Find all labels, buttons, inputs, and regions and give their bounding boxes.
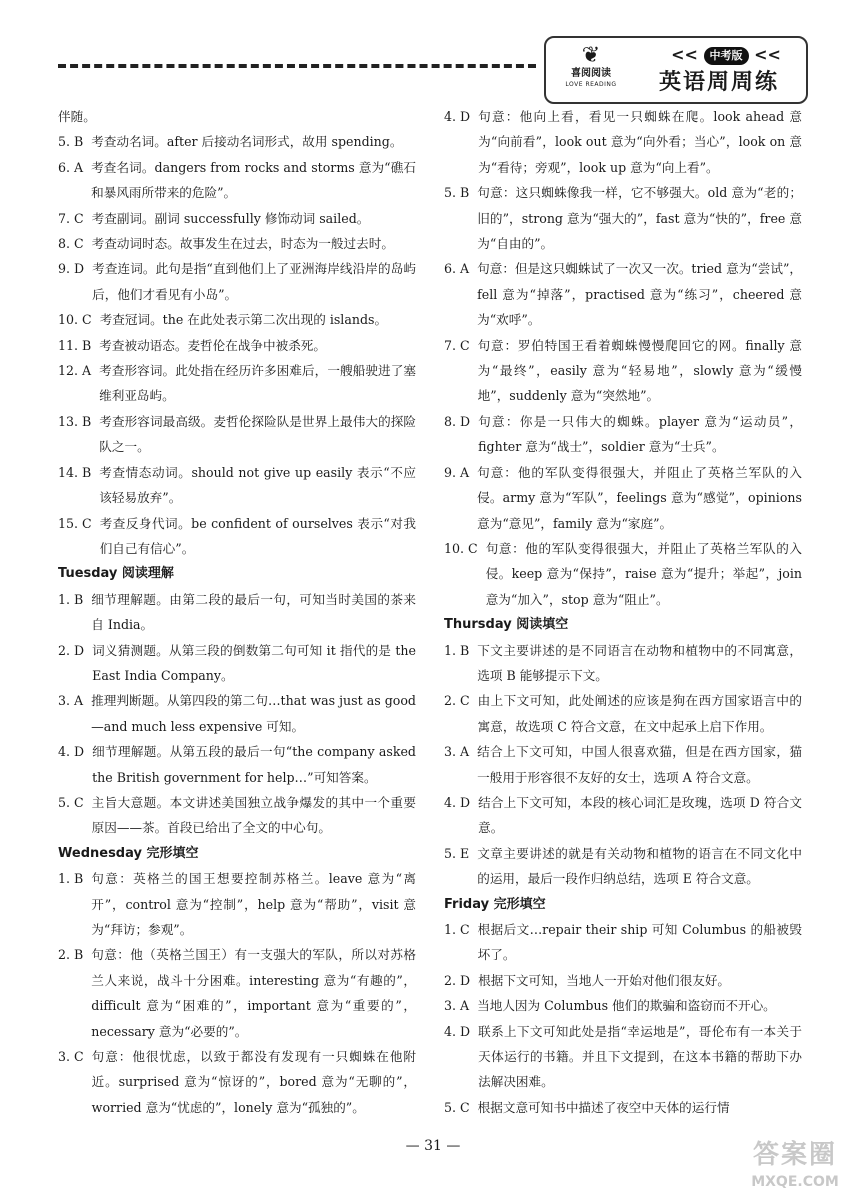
answer-explanation: 句意：他的军队变得很强大，并阻止了英格兰军队的入侵。keep 意为“保持”，raise 意为“提升；举起”，join 意为“加入”，stop 意为“阻止”。 (485, 540, 802, 607)
answer-item (58, 358, 416, 409)
continuation-text: 伴随。 (58, 109, 96, 124)
answer-item (58, 638, 416, 689)
answer-number: 3. C (58, 1049, 92, 1065)
answer-item (444, 409, 802, 460)
answer-number: 7. C (444, 337, 478, 353)
answer-explanation: 句意：英格兰的国王想要控制苏格兰。leave 意为“离开”，control 意为“控制”，help 意为“帮助”，visit 意为“拜访；参观”。 (91, 871, 416, 937)
logo-text: 喜阅阅读 (571, 68, 611, 79)
answer-explanation: 细节理解题。由第二段的最后一句，可知当时美国的茶来自 India。 (91, 591, 416, 633)
answer-explanation: 考查名词。dangers from rocks and storms 意为“礁石和暴风雨所带来的危险”。 (91, 159, 416, 201)
answer-number: 3. A (58, 693, 92, 709)
answer-explanation: 推理判断题。从第四段的第二句…that was just as good—and much less expensive 可知。 (91, 693, 416, 734)
book-title: 英语周周练 (658, 70, 779, 95)
answer-item (58, 866, 416, 942)
chevron-right-icon: << (754, 45, 781, 64)
answer-number: 1. B (58, 591, 92, 607)
answer-explanation: 由上下文可知，此处阐述的应该是狗在西方国家语言中的寓意，故选项 C 符合文意，在文中起承上启下作用。 (477, 693, 802, 734)
answer-explanation: 根据后文…repair their ship 可知 Columbus 的船被毁坏了。 (477, 922, 802, 963)
answer-item (58, 129, 416, 154)
watermark (728, 1138, 862, 1198)
answer-explanation: 联系上下文可知此处是指“幸运地是”，哥伦布有一本关于天体运行的书籍。并且下文提到，在这本书籍的帮助下办法解决困难。 (478, 1023, 802, 1090)
answer-number: 2. C (444, 693, 478, 709)
answer-explanation: 考查动词时态。故事发生在过去，时态为一般过去时。 (91, 236, 394, 252)
answer-number: 5. C (444, 1099, 478, 1115)
answer-number: 4. D (444, 794, 479, 810)
section-heading: Wednesday 完形填空 (58, 845, 199, 861)
answer-number: 7. C (58, 210, 92, 226)
right-column (444, 104, 802, 1120)
answer-number: 1. C (444, 922, 478, 937)
answer-explanation: 句意：他（英格兰国王）有一支强大的军队，所以对苏格兰人来说，战斗十分困难。interesting 意为“有趣的”，difficult 意为“困难的”，important 意为“重要的”，necessary 意为“必要的”。 (91, 947, 416, 1039)
answer-item (58, 790, 416, 841)
answer-number: 10. C (444, 540, 486, 556)
answer-explanation: 词义猜测题。从第三段的倒数第二句可知 it 指代的是 the East India Company。 (92, 642, 416, 683)
answer-explanation: 考查情态动词。should not give up easily 表示“不应该轻易放弃”。 (99, 464, 416, 506)
edition-badge: 中考版 (704, 47, 749, 65)
watermark-url: MXQE.COM (751, 1174, 839, 1190)
answer-explanation: 考查副词。副词 successfully 修饰动词 sailed。 (91, 210, 370, 226)
answer-item (444, 536, 802, 612)
answer-explanation: 结合上下文可知，中国人很喜欢猫，但是在西方国家，猫一般用于形容很不友好的女士，选项 A 符合文意。 (477, 744, 802, 785)
answer-number: 6. A (444, 261, 478, 277)
answer-number: 10. C (58, 312, 100, 328)
answer-item (444, 968, 802, 993)
answer-explanation: 下文主要讲述的是不同语言在动物和植物中的不同寓意，选项 B 能够提示下文。 (477, 642, 802, 683)
answer-item (444, 638, 802, 689)
header-dashed-rule (58, 64, 536, 68)
answer-item (58, 739, 416, 790)
answer-item (444, 460, 802, 536)
answer-number: 1. B (444, 642, 478, 658)
answer-explanation: 考查形容词最高级。麦哲伦探险队是世界上最伟大的探险队之一。 (99, 413, 416, 455)
answer-explanation: 细节理解题。从第五段的最后一句“the company asked the British government for help…”可知答案。 (92, 744, 416, 785)
left-column (58, 104, 416, 1120)
answer-item (58, 155, 416, 206)
answer-explanation: 句意：他很忧虑，以致于都没有发现有一只蜘蛛在他附近。surprised 意为“惊讶的”，bored 意为“无聊的”，worried 意为“忧虑的”，lonely 意为“孤独的”。 (91, 1049, 416, 1115)
answer-number: 9. D (58, 261, 93, 277)
answer-item (444, 739, 802, 790)
page-number: — 31 — (405, 1138, 461, 1154)
answer-number: 5. B (444, 185, 478, 201)
answer-item (444, 917, 802, 968)
answer-explanation: 句意：他的军队变得很强大，并阻止了英格兰军队的入侵。army 意为“军队”，feelings 意为“感觉”，opinions 意为“意见”，family 意为“家庭”。 (477, 464, 802, 531)
answer-item (444, 1095, 802, 1120)
answer-explanation: 主旨大意题。本文讲述美国独立战争爆发的其中一个重要原因——茶。首段已给出了全文的中心句。 (91, 794, 416, 836)
answer-item (444, 993, 802, 1018)
answer-number: 2. D (444, 972, 479, 988)
answer-item (444, 841, 802, 892)
answer-number: 3. A (444, 998, 478, 1014)
answer-explanation: 考查动名词。after 后接动名词形式，故用 spending。 (91, 134, 403, 150)
answer-item (444, 104, 802, 180)
answer-explanation: 句意：这只蜘蛛像我一样，它不够强大。old 意为“老的；旧的”，strong 意为“强大的”，fast 意为“快的”，free 意为“自由的”。 (477, 185, 802, 252)
answer-number: 5. E (444, 845, 478, 861)
answer-number: 13. B (58, 413, 100, 429)
answer-explanation: 根据下文可知，当地人一开始对他们很友好。 (478, 972, 730, 988)
answer-explanation: 句意：他向上看，看见一只蜘蛛在爬。look ahead 意为“向前看”，look out 意为“向外看；当心”，look on 意为“看待；旁观”，look up 意为“向上看”。 (478, 109, 802, 175)
answer-number: 2. D (58, 642, 93, 658)
answer-number: 4. D (58, 744, 93, 760)
section-heading: Friday 完形填空 (444, 896, 546, 912)
header-banner (544, 36, 808, 104)
answer-number: 8. D (444, 413, 479, 429)
section-heading: Thursday 阅读填空 (444, 617, 569, 633)
answer-item (444, 688, 802, 739)
chevron-left-icon: << (671, 45, 698, 64)
answer-explanation: 结合上下文可知，本段的核心词汇是玫瑰，选项 D 符合文意。 (478, 794, 802, 836)
answer-item (58, 587, 416, 638)
answer-explanation: 句意：但是这只蜘蛛试了一次又一次。tried 意为“尝试”，fell 意为“掉落”，practised 意为“练习”，cheered 意为“欢呼”。 (477, 261, 802, 328)
answer-number: 2. B (58, 947, 92, 963)
answer-explanation: 考查连词。此句是指“直到他们上了亚洲海岸线沿岸的岛屿后，他们才看见有小岛”。 (92, 261, 416, 302)
answer-item (58, 511, 416, 562)
section-heading: Tuesday 阅读理解 (58, 566, 174, 582)
answer-number: 3. A (444, 744, 478, 760)
answer-number: 4. D (444, 109, 479, 124)
answer-item (58, 231, 416, 256)
publisher-logo (556, 44, 626, 96)
answer-number: 12. A (58, 363, 100, 379)
answer-explanation: 文章主要讲述的就是有关动物和植物的语言在不同文化中的运用，最后一段作归纳总结，选项 E 符合文意。 (477, 845, 802, 887)
answer-explanation: 考查形容词。此处指在经历许多困难后，一艘船驶进了塞维利亚岛屿。 (99, 363, 416, 404)
answer-number: 9. A (444, 464, 478, 480)
answer-explanation: 考查冠词。the 在此处表示第二次出现的 islands。 (99, 312, 388, 328)
answer-item (58, 409, 416, 460)
logo-subtext: LOVE READING (565, 81, 617, 88)
answer-item (58, 256, 416, 307)
answer-number: 15. C (58, 515, 100, 531)
answer-number: 8. C (58, 236, 92, 252)
answer-explanation: 根据文意可知书中描述了夜空中天体的运行情 (477, 1099, 730, 1115)
watermark-main: 答案圈 (752, 1140, 837, 1170)
answer-item (444, 180, 802, 256)
edition-row (656, 44, 796, 66)
answer-item (58, 206, 416, 231)
answer-item (58, 307, 416, 332)
answer-item (444, 256, 802, 332)
answer-item (444, 1019, 802, 1095)
answer-explanation: 句意：你是一只伟大的蜘蛛。player 意为“运动员”，fighter 意为“战士”，soldier 意为“士兵”。 (478, 413, 802, 455)
book-heart-icon: ❦ (581, 43, 601, 68)
answer-item (58, 333, 416, 358)
answer-explanation: 考查反身代词。be confident of ourselves 表示“对我们自己有信心”。 (99, 515, 416, 556)
answer-number: 1. B (58, 871, 92, 887)
answer-explanation: 句意：罗伯特国王看着蜘蛛慢慢爬回它的网。finally 意为“最终”，easily 意为“轻易地”，slowly 意为“缓慢地”，suddenly 意为“突然地”。 (477, 337, 802, 404)
answer-explanation: 考查被动语态。麦哲伦在战争中被杀死。 (99, 337, 326, 353)
answer-number: 11. B (58, 337, 100, 353)
answer-item (444, 790, 802, 841)
answer-item (58, 688, 416, 739)
answer-number: 6. A (58, 159, 92, 175)
answer-number: 14. B (58, 464, 100, 480)
answer-number: 4. D (444, 1023, 479, 1039)
answer-number: 5. B (58, 134, 92, 150)
answer-item (58, 942, 416, 1044)
answer-item (444, 333, 802, 409)
answer-item (58, 1044, 416, 1120)
answer-item (58, 460, 416, 511)
answer-explanation: 当地人因为 Columbus 他们的欺骗和盗窃而不开心。 (477, 998, 776, 1014)
answer-number: 5. C (58, 794, 92, 810)
